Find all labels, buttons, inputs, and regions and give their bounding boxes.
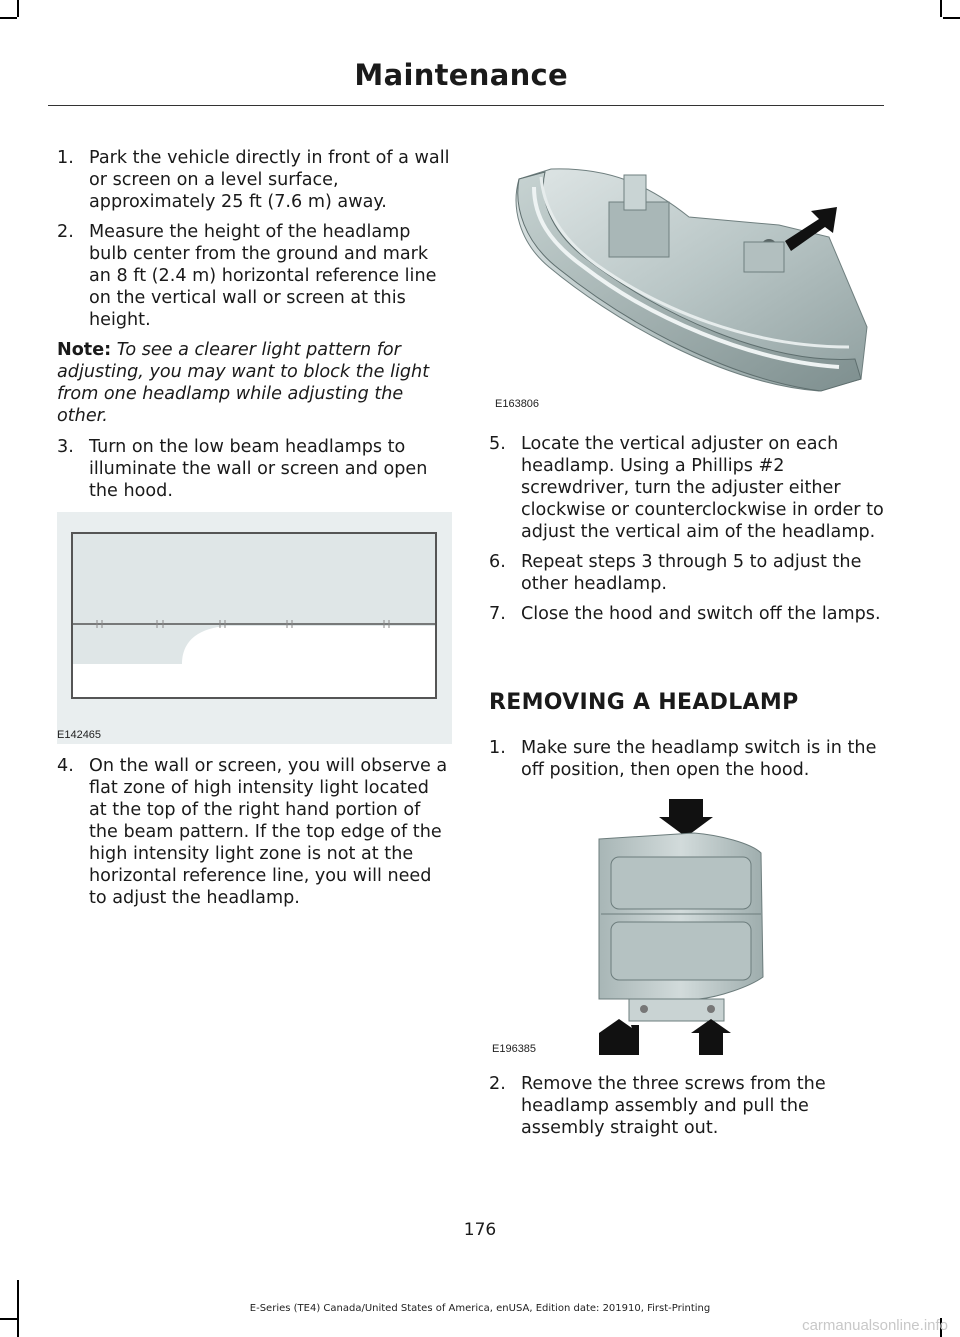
headlamp-removal-figure xyxy=(489,787,884,1057)
step-text: Measure the height of the headlamp bulb center from the ground and mark an 8 ft (2.4 m) horizontal reference line on the vertical wall or screen at this height. xyxy=(89,222,437,330)
step-text: Repeat steps 3 through 5 to adjust the other headlamp. xyxy=(521,552,862,594)
step-7 xyxy=(489,603,884,625)
step-number: 1. xyxy=(489,738,506,758)
removal-step-1-block xyxy=(489,737,884,789)
step-4 xyxy=(57,755,452,909)
footer-edition: E-Series (TE4) Canada/United States of America, enUSA, Edition date: 201910, First-Printing xyxy=(249,1303,711,1314)
note-text: To see a clearer light pattern for adjusting, you may want to block the light from one headlamp while adjusting the other. xyxy=(57,340,430,426)
figure-code: E196385 xyxy=(492,1043,537,1055)
header-divider xyxy=(48,105,884,106)
note-label: Note: xyxy=(57,340,112,360)
crop-mark xyxy=(0,17,17,19)
step-6 xyxy=(489,551,884,595)
step-number: 7. xyxy=(489,604,506,624)
arrow-up-icon xyxy=(691,1019,731,1055)
crop-mark xyxy=(943,17,960,19)
step-4-block xyxy=(57,755,452,917)
figure-code: E163806 xyxy=(495,398,540,410)
step-text: Park the vehicle directly in front of a wall or screen on a level surface, approximately 25 ft (7.6 m) away. xyxy=(89,148,450,212)
page-title: Maintenance xyxy=(354,58,568,92)
removal-step-1 xyxy=(489,737,884,781)
step-number: 6. xyxy=(489,552,506,572)
step-number: 2. xyxy=(57,222,74,242)
removal-step-2 xyxy=(489,1073,884,1139)
headlamp-adjuster-figure xyxy=(489,147,884,412)
crop-mark xyxy=(940,0,942,17)
step-3 xyxy=(57,436,452,502)
step-number: 2. xyxy=(489,1074,506,1094)
step-1 xyxy=(57,147,452,213)
step-number: 1. xyxy=(57,148,74,168)
step-text: Locate the vertical adjuster on each headlamp. Using a Phillips #2 screwdriver, turn the adjuster either clockwise or counterclockwise in order to adjust the vertical aim of the headlamp. xyxy=(521,434,884,542)
figure-code: E142465 xyxy=(57,729,102,741)
step-number: 5. xyxy=(489,434,506,454)
step-text: Remove the three screws from the headlamp assembly and pull the assembly straight out. xyxy=(521,1074,826,1138)
step-number: 4. xyxy=(57,756,74,776)
step-text: Turn on the low beam headlamps to illuminate the wall or screen and open the hood. xyxy=(89,437,428,501)
watermark[interactable]: carmanualsonline.info xyxy=(802,1317,948,1334)
beam-pattern-figure xyxy=(57,512,452,744)
step-2 xyxy=(57,221,452,331)
crop-mark xyxy=(17,0,19,17)
left-column xyxy=(57,147,452,510)
page-number: 176 xyxy=(463,1220,497,1240)
note xyxy=(57,339,452,427)
crop-mark xyxy=(0,1318,17,1320)
arrow-down-icon xyxy=(659,799,713,837)
step-number: 3. xyxy=(57,437,74,457)
step-text: On the wall or screen, you will observe a flat zone of high intensity light located at the top of the right hand portion of the beam pattern. If the top edge of the high intensity light zone is not at the horizontal reference line, you will need to adjust the headlamp. xyxy=(89,756,448,908)
step-5 xyxy=(489,433,884,543)
removal-step-2-block xyxy=(489,1073,884,1147)
step-text: Close the hood and switch off the lamps. xyxy=(521,604,881,624)
section-heading: REMOVING A HEADLAMP xyxy=(489,690,799,715)
step-text: Make sure the headlamp switch is in the off position, then open the hood. xyxy=(521,738,877,780)
right-steps-block xyxy=(489,433,884,633)
